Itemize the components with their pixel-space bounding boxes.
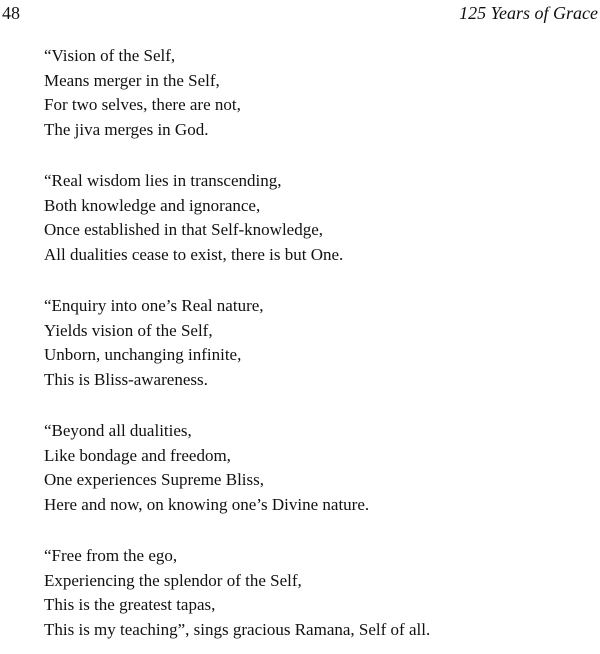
poem-line: One experiences Supreme Bliss,	[44, 470, 264, 489]
poem-line: Both knowledge and ignorance,	[44, 195, 261, 215]
page-number: 48	[2, 3, 20, 23]
poem-line: “Enquiry into one’s Real nature,	[44, 296, 264, 315]
stanza	[44, 294, 594, 392]
poem-body	[44, 44, 594, 642]
poem-line: Once established in that Self-knowledge,	[44, 220, 324, 239]
poem-line: For two selves, there are not,	[44, 95, 241, 114]
stanza	[44, 544, 594, 642]
poem-line: This is Bliss-awareness.	[44, 369, 208, 389]
running-title: 125 Years of Grace	[459, 3, 598, 23]
poem-line: This is the greatest tapas,	[44, 595, 216, 614]
poem-line: “Free from the ego,	[44, 546, 178, 565]
poem-line: “Real wisdom lies in transcending,	[44, 171, 282, 190]
poem-line: Here and now, on knowing one’s Divine nature.	[44, 494, 370, 514]
poem-line: The jiva merges in God.	[44, 119, 209, 139]
poem-line: This is my teaching”, sings gracious Ramana, Self of all.	[44, 619, 431, 639]
poem-line: Means merger in the Self,	[44, 70, 220, 90]
page-header	[0, 0, 600, 30]
poem-line: “Vision of the Self,	[44, 46, 176, 65]
poem-line: Yields vision of the Self,	[44, 320, 213, 340]
stanza	[44, 44, 594, 142]
stanza	[44, 169, 594, 267]
stanza	[44, 419, 594, 517]
poem-line: Experiencing the splendor of the Self,	[44, 570, 302, 590]
poem-line: Unborn, unchanging infinite,	[44, 345, 242, 364]
poem-line: Like bondage and freedom,	[44, 445, 231, 465]
poem-line: “Beyond all dualities,	[44, 421, 192, 440]
poem-line: All dualities cease to exist, there is but One.	[44, 244, 344, 264]
